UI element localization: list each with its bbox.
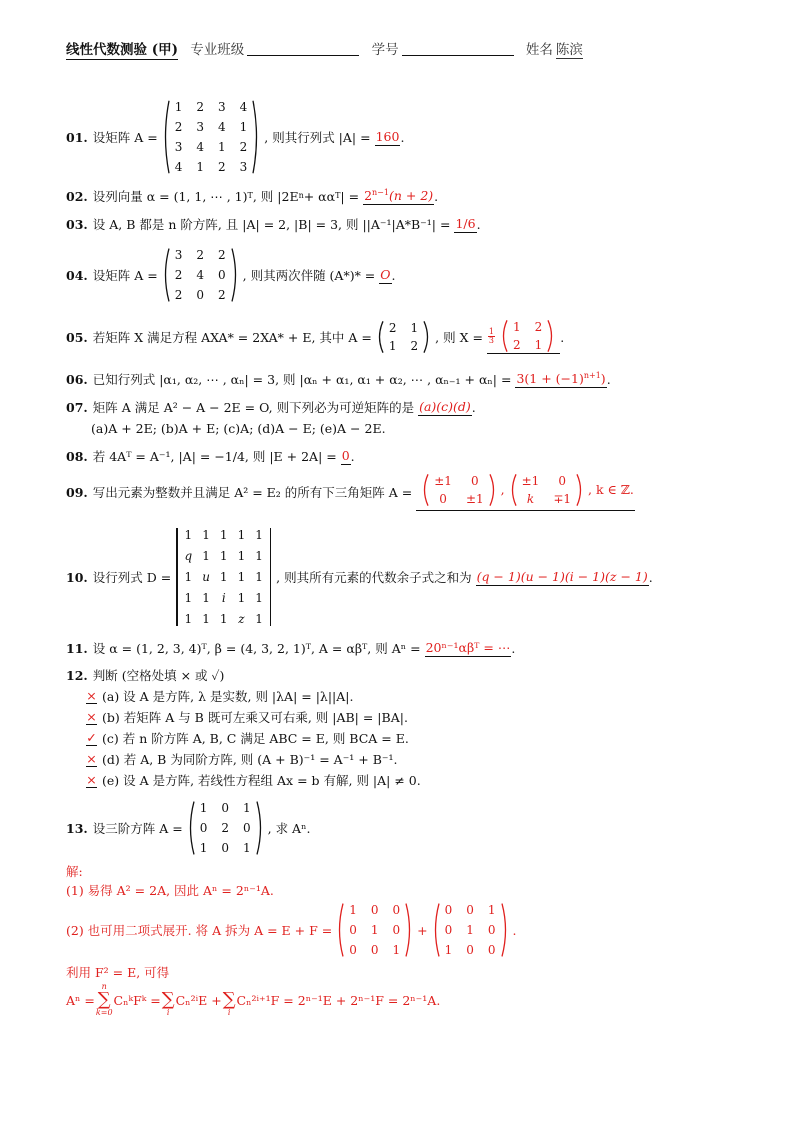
question-text: 若 4Aᵀ = A⁻¹, |A| = −1/4, 则 |E + 2A| = bbox=[92, 449, 337, 464]
matrix-cell: 1 bbox=[199, 841, 208, 855]
matrix-cell: 0 bbox=[221, 841, 229, 855]
question-number: 08. bbox=[66, 448, 88, 464]
question-number: 10. bbox=[66, 569, 88, 585]
name-label: 姓名 bbox=[525, 42, 553, 58]
answer-blank[interactable]: 1/6 bbox=[455, 215, 476, 231]
matrix-cell: u bbox=[202, 570, 210, 584]
right-paren bbox=[231, 248, 240, 302]
matrix-cell: 2 bbox=[410, 339, 419, 353]
question-text: 若矩阵 X 满足方程 AXA* = 2XA* + E, 其中 A = bbox=[92, 330, 372, 345]
matrix-cell: 1 bbox=[410, 321, 419, 335]
matrix-cell: 3 bbox=[239, 160, 248, 174]
matrix-cell: 0 bbox=[221, 801, 229, 815]
left-paren bbox=[186, 801, 195, 855]
matrix-cell: 1 bbox=[237, 570, 246, 584]
matrix-cell: ±1 bbox=[434, 473, 452, 488]
matrix-cell: 4 bbox=[196, 268, 204, 282]
matrix-cell: 1 bbox=[199, 801, 208, 815]
answer-blank[interactable]: 20ⁿ⁻¹αβᵀ = ⋯ bbox=[425, 639, 511, 655]
matrix-cell: 1 bbox=[392, 943, 401, 957]
matrix-cell: 2 bbox=[174, 120, 183, 134]
question-13 bbox=[66, 797, 310, 859]
question-text: , 则其所有元素的代数余子式之和为 bbox=[276, 570, 472, 585]
matrix-cell: i bbox=[221, 591, 226, 605]
question-text: 设 A, B 都是 n 阶方阵, 且 |A| = 2, |B| = 3, 则 ||A⁻¹|A*B⁻¹| = bbox=[92, 217, 451, 232]
judgement-text: (a) 设 A 是方阵, λ 是实数, 则 |λA| = |λ||A|. bbox=[102, 689, 354, 704]
answer-blank[interactable] bbox=[487, 320, 560, 354]
matrix-grid bbox=[440, 903, 501, 957]
matrix-cell: ±1 bbox=[521, 473, 540, 488]
matrix-cell: ∓1 bbox=[553, 491, 572, 506]
matrix-a bbox=[161, 248, 240, 302]
matrix-cell: 0 bbox=[370, 943, 379, 957]
matrix-cell: 1 bbox=[239, 120, 248, 134]
matrix-cell: 1 bbox=[534, 338, 543, 352]
student-id-blank[interactable] bbox=[402, 55, 514, 56]
matrix-grid bbox=[517, 474, 576, 506]
determinant-d bbox=[174, 528, 273, 626]
matrix-cell: 1 bbox=[184, 612, 193, 626]
matrix-cell: 0 bbox=[242, 821, 251, 835]
matrix-cell: 1 bbox=[184, 591, 193, 605]
question-04: 04. 设矩阵 A = 3 2 2 2 4 0 2 0 2 , 则其两次伴随 (A*)* = O . bbox=[66, 248, 396, 302]
matrix-cell: 2 bbox=[221, 821, 229, 835]
matrix-cell: 3 bbox=[174, 248, 183, 262]
matrix-cell: 1 bbox=[219, 570, 228, 584]
matrix-cell: 0 bbox=[349, 943, 357, 957]
question-text: 设三阶方阵 A = bbox=[92, 821, 183, 836]
matrix-cell: 2 bbox=[174, 288, 183, 302]
question-number: 06. bbox=[66, 371, 88, 387]
right-paren bbox=[405, 903, 414, 957]
fraction: $\frac{1}{3}$ bbox=[488, 326, 495, 345]
summation-1: n ∑ k=0 bbox=[95, 982, 113, 1017]
solution-text: (1) 易得 A² = 2A, 因此 Aⁿ = 2ⁿ⁻¹A. bbox=[66, 883, 274, 898]
solution-text: Cₙ²ⁱ⁺¹F = 2ⁿ⁻¹E + 2ⁿ⁻¹F = 2ⁿ⁻¹A. bbox=[236, 992, 441, 1008]
right-paren bbox=[576, 474, 585, 506]
matrix-grid bbox=[170, 248, 231, 302]
matrix-cell: 1 bbox=[237, 549, 246, 563]
matrix-a bbox=[161, 100, 262, 174]
question-07-options bbox=[91, 418, 386, 438]
matrix-cell: 0 bbox=[199, 821, 208, 835]
matrix-cell: 3 bbox=[196, 120, 204, 134]
matrix-cell: 1 bbox=[219, 549, 228, 563]
major-label: 专业班级 bbox=[190, 42, 245, 58]
solution-text: 利用 F² = E, 可得 bbox=[66, 965, 170, 980]
matrix-cell: ±1 bbox=[465, 491, 484, 506]
question-09 bbox=[66, 471, 635, 513]
matrix-cell: 1 bbox=[202, 591, 210, 605]
matrix-e bbox=[335, 903, 414, 957]
matrix-cell: 0 bbox=[444, 923, 453, 937]
question-number: 02. bbox=[66, 188, 88, 204]
matrix-cell: 3 bbox=[174, 140, 183, 154]
options-text: (a)A + 2E; (b)A + E; (c)A; (d)A − E; (e)A − 2E. bbox=[91, 420, 386, 436]
question-02: 02. 设列向量 α = (1, 1, ⋯ , 1) T , 则 |2E n + αα T | = $2^{n-1}(n + 2)$ . bbox=[66, 187, 439, 204]
question-06: 06. 已知行列式 |α₁, α₂, ⋯ , αₙ| = 3, 则 |αₙ + α₁, α₁ + α₂, ⋯ , αₙ₋₁ + αₙ| = $3(1 + (-1)^{n+1})$ . bbox=[66, 370, 611, 387]
question-text: 设行列式 D = bbox=[92, 570, 172, 585]
matrix-cell: 0 bbox=[444, 903, 453, 917]
matrix-cell: 1 bbox=[202, 549, 210, 563]
matrix-grid bbox=[384, 321, 423, 353]
right-bar bbox=[270, 528, 271, 626]
left-bar bbox=[176, 528, 177, 626]
judgement-item-e bbox=[86, 770, 421, 790]
matrix-cell: 0 bbox=[392, 903, 401, 917]
matrix-cell: 4 bbox=[174, 160, 183, 174]
solution-text: Cₙ²ⁱE + bbox=[175, 992, 222, 1008]
matrix-cell: 2 bbox=[388, 321, 397, 335]
summation-2: ∑ i bbox=[161, 989, 175, 1017]
matrix-cell: 1 bbox=[513, 320, 521, 334]
judgement-item-b bbox=[86, 707, 408, 727]
judgement-text: (e) 设 A 是方阵, 若线性方程组 Ax = b 有解, 则 |A| ≠ 0. bbox=[102, 773, 421, 788]
matrix-grid bbox=[170, 100, 253, 174]
matrix-cell: 1 bbox=[202, 528, 210, 542]
plus-sign: + bbox=[417, 922, 428, 938]
matrix-cell: 1 bbox=[255, 528, 263, 542]
judgement-text: (c) 若 n 阶方阵 A, B, C 满足 ABC = E, 则 BCA = E. bbox=[102, 731, 409, 746]
matrix-cell: 2 bbox=[534, 320, 543, 334]
question-number: 09. bbox=[66, 484, 88, 500]
student-id-label: 学号 bbox=[371, 42, 399, 58]
question-number: 07. bbox=[66, 399, 88, 415]
question-text: 写出元素为整数并且满足 A² = E₂ 的所有下三角矩阵 A = bbox=[92, 485, 413, 500]
matrix-cell: 4 bbox=[196, 140, 204, 154]
exam-header bbox=[66, 38, 583, 58]
judgement-mark[interactable]: ✓ bbox=[86, 730, 97, 745]
matrix-grid bbox=[429, 474, 488, 506]
left-paren bbox=[335, 903, 344, 957]
answer-matrix bbox=[499, 320, 556, 352]
matrix-cell: 1 bbox=[255, 570, 263, 584]
matrix-f bbox=[431, 903, 510, 957]
matrix-cell: 0 bbox=[349, 923, 357, 937]
answer-blank[interactable]: ±1 0 0 ±1 , ±1 0 k ∓1 , k ∈ ℤ. bbox=[416, 474, 635, 511]
matrix-cell: 4 bbox=[217, 120, 226, 134]
judgement-item-c bbox=[86, 728, 409, 748]
matrix-cell: 0 bbox=[466, 943, 474, 957]
matrix-cell: 0 bbox=[196, 288, 204, 302]
judgement-text: (d) 若 A, B 为同阶方阵, 则 (A + B)⁻¹ = A⁻¹ + B⁻¹. bbox=[102, 752, 398, 767]
right-paren bbox=[547, 320, 556, 352]
matrix-cell: z bbox=[238, 612, 245, 626]
matrix-grid bbox=[180, 528, 268, 626]
matrix-cell: 0 bbox=[466, 903, 474, 917]
question-number: 05. bbox=[66, 329, 88, 345]
matrix-cell: 1 bbox=[184, 528, 193, 542]
question-number: 03. bbox=[66, 216, 88, 232]
question-number: 12. bbox=[66, 667, 88, 683]
question-text: , 则 X = bbox=[435, 330, 483, 345]
question-text: 设列向量 α = (1, 1, ⋯ , 1) bbox=[92, 189, 248, 204]
matrix-cell: 1 bbox=[388, 339, 397, 353]
question-number: 11. bbox=[66, 640, 88, 656]
matrix-cell: 1 bbox=[242, 841, 251, 855]
matrix-cell: 0 bbox=[558, 473, 566, 488]
question-05: 05. 若矩阵 X 满足方程 AXA* = 2XA* + E, 其中 A = 2 1 1 2 , 则 X = $\frac{1}{3}$ 1 2 2 1 . bbox=[66, 320, 565, 353]
exam-title: 线性代数测验 (甲) bbox=[66, 42, 178, 58]
matrix-cell: k bbox=[526, 491, 535, 506]
question-03: 03. 设 A, B 都是 n 阶方阵, 且 |A| = 2, |B| = 3, 则 ||A⁻¹|A*B⁻¹| = 1/6 . bbox=[66, 215, 481, 232]
left-paren bbox=[499, 320, 508, 352]
matrix-cell: 0 bbox=[392, 923, 401, 937]
left-paren bbox=[420, 474, 429, 506]
matrix-cell: 1 bbox=[349, 903, 357, 917]
matrix-cell: 1 bbox=[487, 903, 496, 917]
matrix-cell: 4 bbox=[239, 100, 248, 114]
matrix-cell: 1 bbox=[184, 570, 193, 584]
question-text: , 则 |2E bbox=[252, 189, 299, 204]
question-07: 07. 矩阵 A 满足 A² − A − 2E = O, 则下列必为可逆矩阵的是 (a)(c)(d) . bbox=[66, 398, 476, 415]
matrix-cell: 0 bbox=[470, 473, 479, 488]
matrix-grid bbox=[344, 903, 405, 957]
matrix-cell: 2 bbox=[239, 140, 248, 154]
matrix-cell: 2 bbox=[513, 338, 521, 352]
matrix-cell: 1 bbox=[255, 549, 263, 563]
matrix-a bbox=[375, 321, 432, 353]
answer-blank[interactable]: $2^{n-1}(n + 2)$ bbox=[364, 187, 434, 203]
question-text: | = bbox=[340, 188, 360, 204]
matrix-cell: 2 bbox=[174, 268, 183, 282]
question-text: , 求 Aⁿ. bbox=[267, 821, 311, 836]
major-blank[interactable] bbox=[247, 55, 359, 56]
question-text: 矩阵 A 满足 A² − A − 2E = O, 则下列必为可逆矩阵的是 bbox=[92, 400, 415, 415]
solution-step-2 bbox=[66, 898, 517, 962]
question-text: 设矩阵 A = bbox=[92, 268, 158, 283]
matrix-cell: 0 bbox=[487, 943, 496, 957]
question-text: 设矩阵 A = bbox=[92, 130, 158, 145]
matrix-cell: 1 bbox=[255, 612, 263, 626]
judgement-text: (b) 若矩阵 A 与 B 既可左乘又可右乘, 则 |AB| = |BA|. bbox=[102, 710, 408, 725]
matrix-cell: 2 bbox=[217, 288, 226, 302]
matrix-cell: 1 bbox=[196, 160, 204, 174]
judgement-mark[interactable]: × bbox=[86, 772, 97, 787]
matrix-cell: 1 bbox=[237, 591, 246, 605]
question-number: 13. bbox=[66, 820, 88, 836]
question-text: 判断 (空格处填 × 或 ✓) bbox=[92, 668, 225, 683]
judgement-item-a bbox=[86, 686, 353, 706]
answer-matrix-2 bbox=[508, 474, 585, 506]
solution-text: (2) 也可用二项式展开. 将 A 拆为 A = E + F = bbox=[66, 923, 333, 938]
matrix-grid bbox=[195, 801, 256, 855]
answer-blank[interactable]: 0 bbox=[341, 447, 350, 463]
matrix-a bbox=[186, 801, 265, 855]
answer-blank[interactable]: (a)(c)(d) bbox=[419, 398, 471, 414]
judgement-mark[interactable]: × bbox=[86, 709, 97, 724]
question-08: 08. 若 4Aᵀ = A⁻¹, |A| = −1/4, 则 |E + 2A| = 0 . bbox=[66, 447, 355, 464]
matrix-cell: 0 bbox=[217, 268, 226, 282]
matrix-cell: 0 bbox=[487, 923, 496, 937]
matrix-cell: 1 bbox=[174, 100, 183, 114]
question-text: , 则其行列式 |A| = bbox=[264, 130, 371, 145]
matrix-cell: 2 bbox=[217, 248, 226, 262]
question-text: + αα bbox=[303, 188, 336, 204]
right-paren bbox=[423, 321, 432, 353]
solution-heading: 解: bbox=[66, 864, 83, 879]
answer-blank[interactable]: 160 bbox=[375, 128, 400, 144]
matrix-cell: 1 bbox=[242, 801, 251, 815]
matrix-grid bbox=[508, 320, 547, 352]
right-paren bbox=[501, 903, 510, 957]
solution-step-1 bbox=[66, 880, 274, 900]
answer-blank[interactable]: $3(1 + (-1)^{n+1})$ bbox=[516, 370, 606, 386]
left-paren bbox=[508, 474, 517, 506]
right-paren bbox=[252, 100, 261, 174]
matrix-cell: 1 bbox=[219, 612, 228, 626]
matrix-cell: 2 bbox=[196, 248, 204, 262]
solution-text: CₙᵏFᵏ = bbox=[113, 992, 161, 1008]
matrix-cell: 2 bbox=[196, 100, 204, 114]
matrix-cell: 1 bbox=[202, 612, 210, 626]
question-01: 01. 设矩阵 A = 1 2 3 4 2 3 4 1 3 4 1 2 4 1 2 3 , 则其行列式 |A| = 160 . bbox=[66, 100, 405, 174]
question-10: 10. 设行列式 D = 1 1 1 1 1 q 1 1 1 1 1 u 1 1 1 1 1 i 1 1 1 1 1 z 1 , 则其所有元素的代数余子式之和为 (q − 1)(u − 1)(i − 1)(z − 1) . bbox=[66, 528, 653, 626]
left-paren bbox=[431, 903, 440, 957]
solution-text: Aⁿ = bbox=[66, 992, 95, 1008]
matrix-cell: 1 bbox=[237, 528, 246, 542]
solution-text: . bbox=[512, 922, 517, 938]
matrix-cell: 3 bbox=[217, 100, 226, 114]
matrix-cell: 0 bbox=[439, 491, 447, 506]
solution-label bbox=[66, 862, 83, 880]
matrix-cell: 1 bbox=[219, 528, 228, 542]
matrix-cell: 1 bbox=[444, 943, 453, 957]
judgement-mark[interactable]: × bbox=[86, 688, 97, 703]
left-paren bbox=[375, 321, 384, 353]
student-name: 陈滨 bbox=[555, 42, 583, 58]
matrix-cell: 2 bbox=[217, 160, 226, 174]
question-number: 01. bbox=[66, 129, 88, 145]
right-paren bbox=[256, 801, 265, 855]
question-text: 设 α = (1, 2, 3, 4)ᵀ, β = (4, 3, 2, 1)ᵀ, A = αβᵀ, 则 Aⁿ = bbox=[92, 641, 421, 656]
solution-final bbox=[66, 979, 440, 1021]
matrix-cell: 1 bbox=[370, 923, 379, 937]
question-11: 11. 设 α = (1, 2, 3, 4)ᵀ, β = (4, 3, 2, 1)ᵀ, A = αβᵀ, 则 Aⁿ = 20ⁿ⁻¹αβᵀ = ⋯ . bbox=[66, 639, 516, 656]
matrix-cell: 1 bbox=[466, 923, 474, 937]
matrix-cell: 1 bbox=[217, 140, 226, 154]
judgement-item-d bbox=[86, 749, 398, 769]
answer-blank[interactable]: O bbox=[380, 266, 391, 282]
matrix-cell: 0 bbox=[370, 903, 379, 917]
right-paren bbox=[489, 474, 498, 506]
left-paren bbox=[161, 248, 170, 302]
matrix-cell: 1 bbox=[255, 591, 263, 605]
left-paren bbox=[161, 100, 170, 174]
question-12 bbox=[66, 665, 224, 685]
answer-blank[interactable]: (q − 1)(u − 1)(i − 1)(z − 1) bbox=[476, 568, 648, 584]
judgement-mark[interactable]: × bbox=[86, 751, 97, 766]
question-text: , 则其两次伴随 (A*)* = bbox=[242, 268, 376, 283]
matrix-cell: q bbox=[184, 549, 193, 563]
answer-matrix-1 bbox=[420, 474, 497, 506]
question-number: 04. bbox=[66, 267, 88, 283]
question-text: 已知行列式 |α₁, α₂, ⋯ , αₙ| = 3, 则 |αₙ + α₁, α₁ + α₂, ⋯ , αₙ₋₁ + αₙ| = bbox=[92, 372, 512, 387]
summation-3: ∑ i bbox=[222, 989, 236, 1017]
